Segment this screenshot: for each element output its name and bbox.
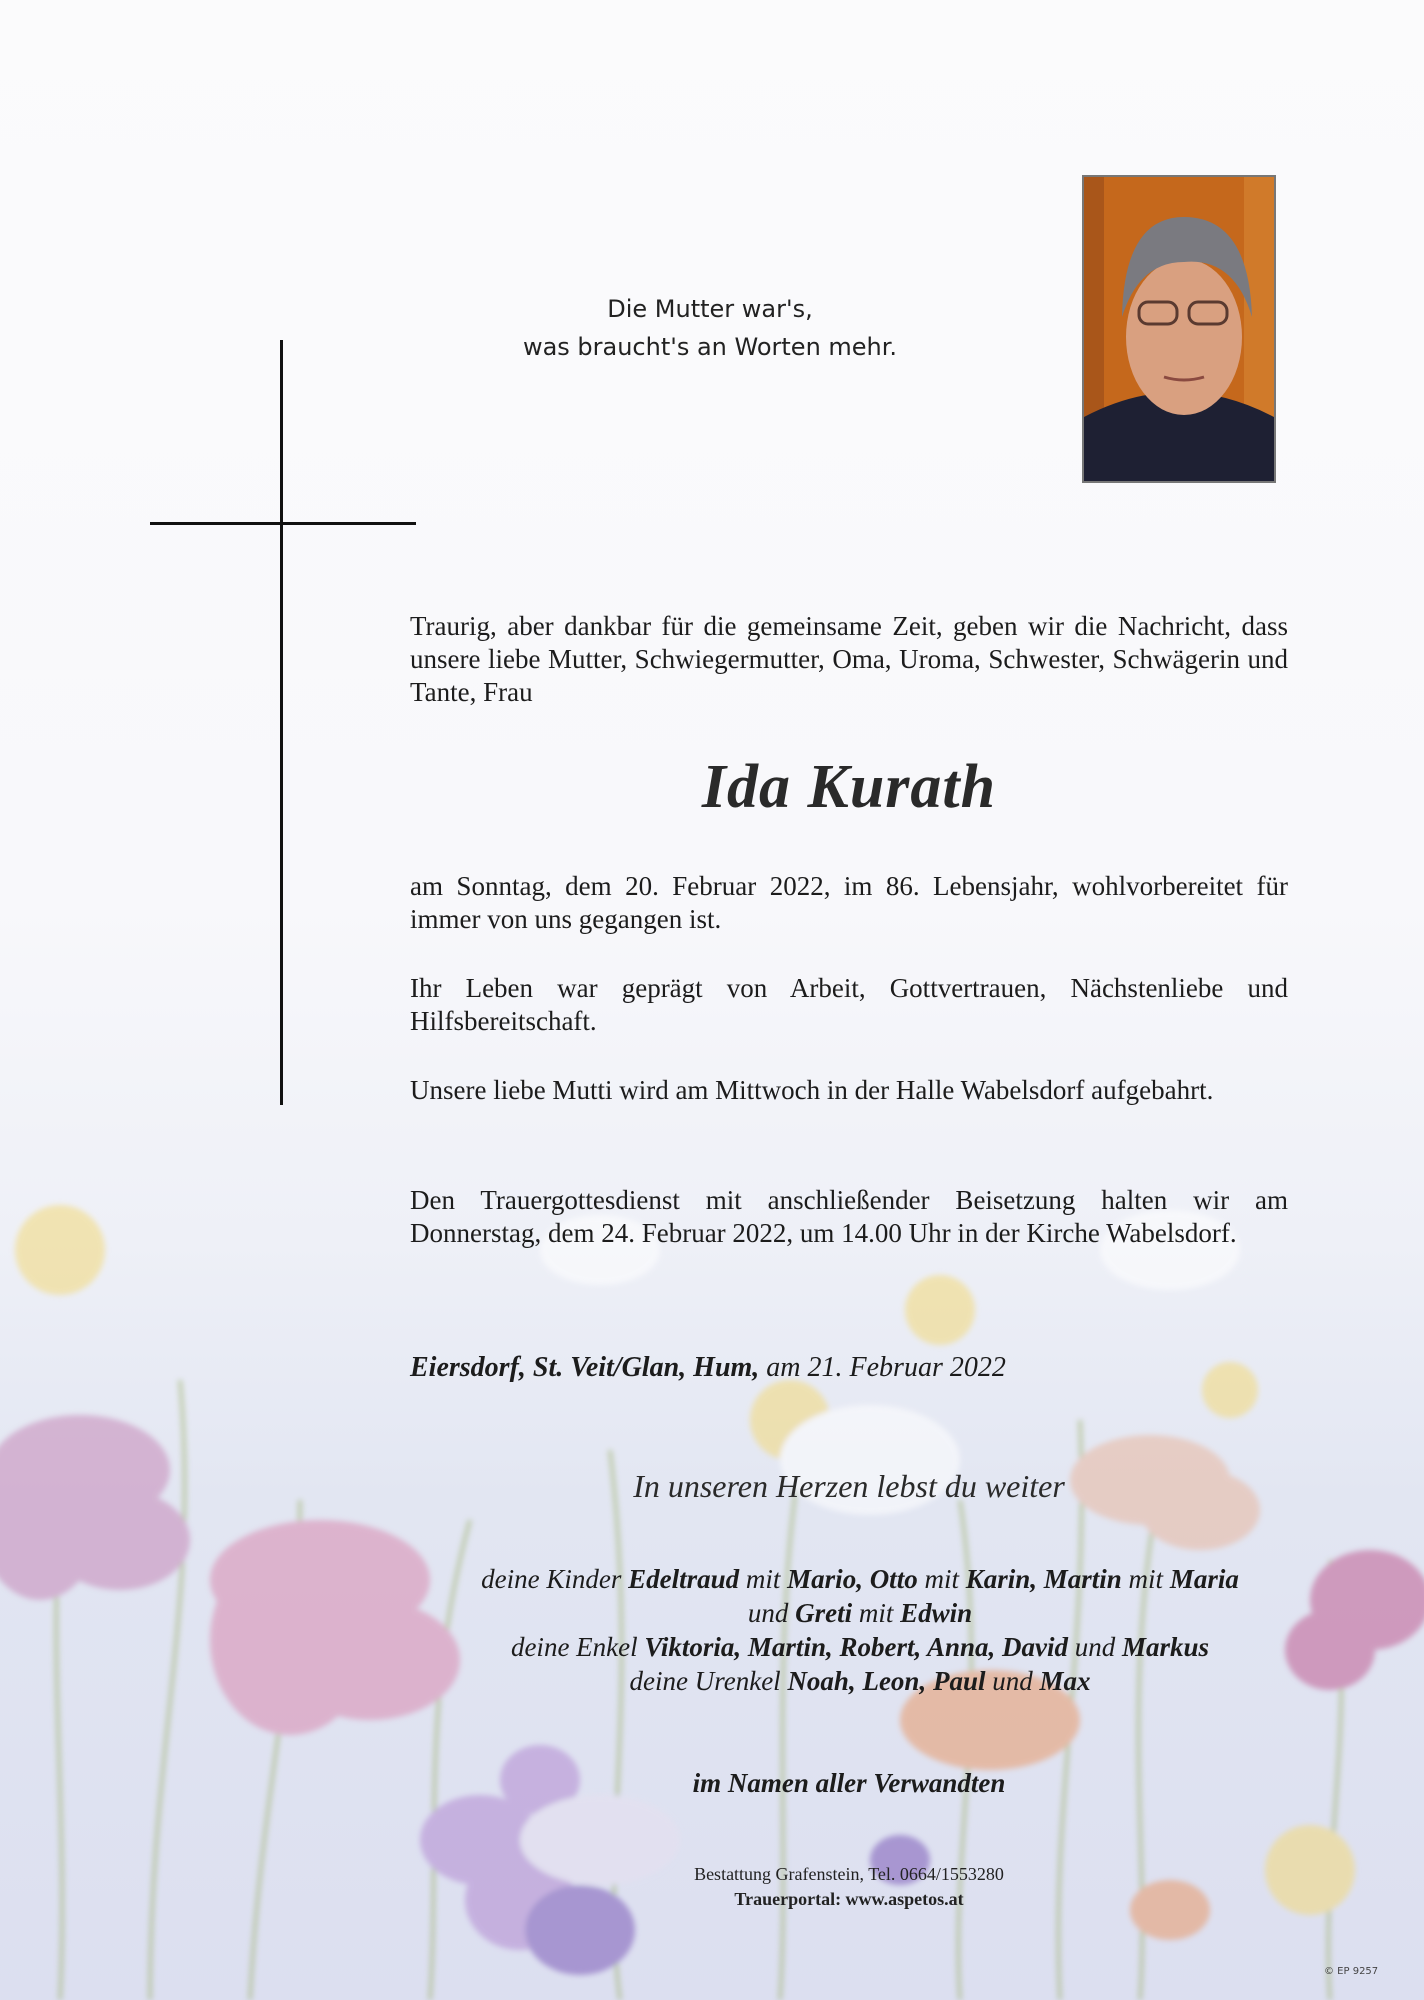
cross-vertical-bar [280,340,283,1105]
laying-out-paragraph: Unsere liebe Mutti wird am Mittwoch in der Halle Wabelsdorf aufgebahrt. [410,1075,1214,1105]
motto-line-2: was braucht's an Worten mehr. [522,333,898,361]
children-line-2: und Greti mit Edwin [747,1598,973,1628]
deceased-name: Ida Kurath [701,753,997,821]
motto-line-1: Die Mutter war's, [607,295,813,323]
children-line-1: deine Kinder Edeltraud mit Mario, Otto mit Karin, Martin mit Maria [481,1564,1239,1594]
form-code: © EP 9257 [1324,1966,1379,1977]
death-notice-paragraph: am Sonntag, dem 20. Februar 2022, im 86. Lebensjahr, wohlvorbereitet für immer von uns gegangen ist. [410,871,1288,934]
place-date-line [410,1352,1006,1384]
family-list [400,1562,1320,1698]
heart-line: In unseren Herzen lebst du weiter [633,1468,1065,1504]
funeral-home-contact: Bestattung Grafenstein, Tel. 0664/1553280 [694,1864,1004,1884]
on-behalf-line: im Namen aller Verwandten [692,1768,1006,1798]
funeral-home-info [410,1862,1288,1912]
grandchildren-line: deine Enkel Viktoria, Martin, Robert, Anna, David und Markus [510,1632,1210,1662]
intro-paragraph: Traurig, aber dankbar für die gemeinsame Zeit, geben wir die Nachricht, dass unsere liebe Mutter, Schwiegermutter, Oma, Uroma, Schwester, Schwägerin und Tante, Frau [410,611,1288,707]
notice-date: am 21. Februar 2022 [766,1352,1006,1383]
portrait-photo [1082,175,1276,483]
cross-horizontal-bar [150,522,416,525]
places: Eiersdorf, St. Veit/Glan, Hum, [410,1352,760,1383]
funeral-service-paragraph: Den Trauergottesdienst mit anschließender Beisetzung halten wir am Donnerstag, dem 24. Februar 2022, um 14.00 Uhr in der Kirche Wabelsdorf. [410,1185,1288,1248]
great-grandchildren-line: deine Urenkel Noah, Leon, Paul und Max [629,1666,1091,1696]
mourning-portal: Trauerportal: www.aspetos.at [734,1889,964,1909]
motto [480,290,940,366]
life-paragraph: Ihr Leben war geprägt von Arbeit, Gottvertrauen, Nächstenliebe und Hilfsbereitschaft. [410,973,1288,1036]
